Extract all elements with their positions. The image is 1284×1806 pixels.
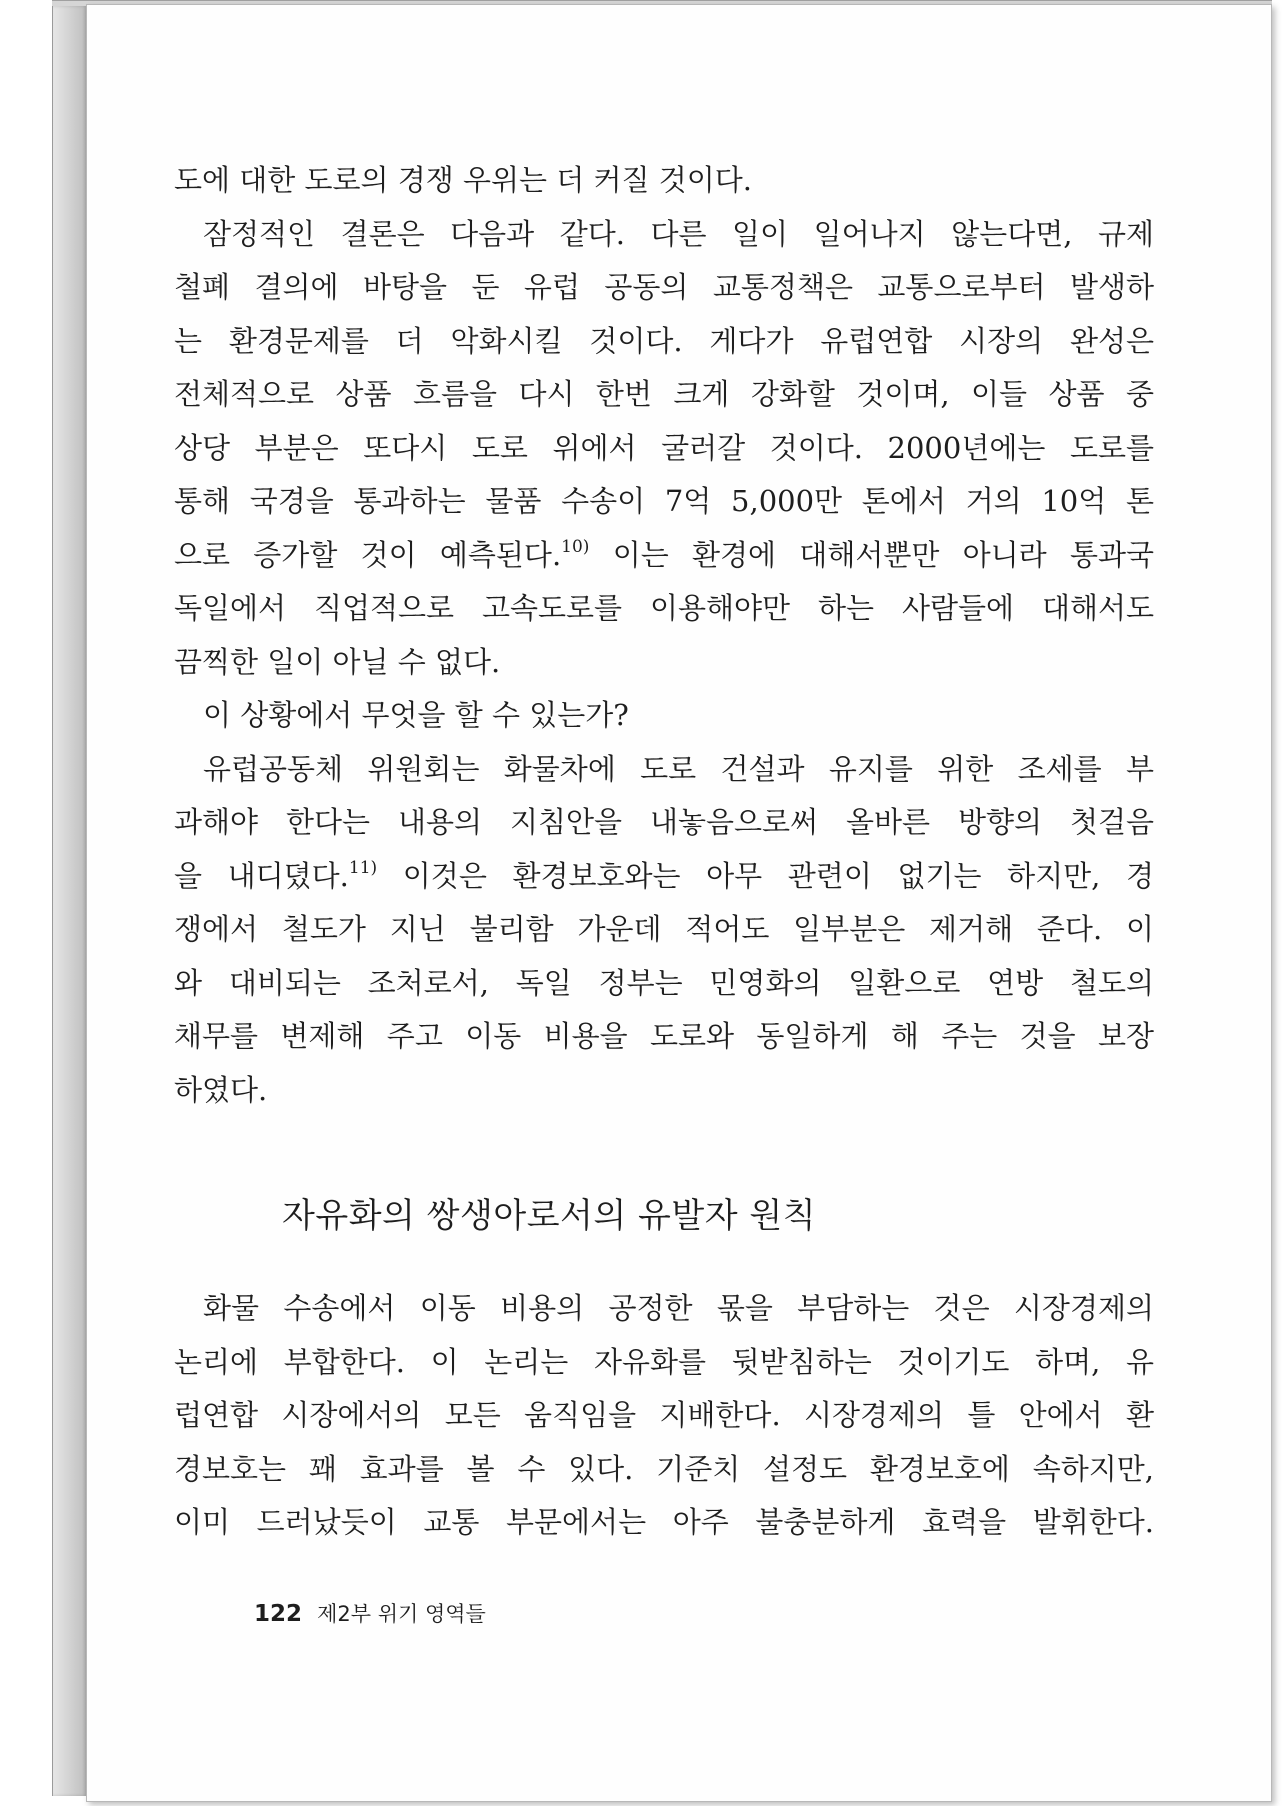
paragraph	[174, 1282, 1154, 1550]
line-text: 화물 수송에서 이동 비용의 공정한 몫을 부담하는 것은 시장경제의	[203, 1291, 1154, 1325]
text-line	[174, 1389, 1154, 1443]
text-line	[174, 475, 1154, 529]
body-text-bottom	[174, 1282, 1154, 1550]
text-line	[174, 368, 1154, 422]
line-text: 통해 국경을 통과하는 물품 수송이 7억 5,000만 톤에서 거의 10억 톤	[174, 484, 1154, 518]
line-text: 와 대비되는 조처로서, 독일 정부는 민영화의 일환으로 연방 철도의	[174, 965, 1154, 1000]
line-text-after-footnote: 이것은 환경보호와는 아무 관련이 없기는 하지만, 경	[377, 858, 1154, 893]
line-text: 과해야 한다는 내용의 지침안을 내놓음으로써 올바른 방향의 첫걸음	[174, 805, 1154, 839]
line-text: 이 상황에서 무엇을 할 수 있는가?	[203, 698, 629, 732]
text-line	[174, 636, 1154, 690]
line-text: 철폐 결의에 바탕을 둔 유럽 공동의 교통정책은 교통으로부터 발생하	[174, 270, 1154, 304]
text-line	[174, 154, 1154, 208]
paragraph	[174, 154, 1154, 208]
paragraph	[174, 689, 1154, 743]
text-line	[174, 1064, 1154, 1118]
line-text: 쟁에서 철도가 지닌 불리함 가운데 적어도 일부분은 제거해 준다. 이	[174, 912, 1154, 946]
page-number: 122	[254, 1601, 303, 1627]
line-text: 도에 대한 도로의 경쟁 우위는 더 커질 것이다.	[174, 163, 752, 197]
text-line	[174, 529, 1154, 583]
line-text: 유럽공동체 위원회는 화물차에 도로 건설과 유지를 위한 조세를 부	[203, 751, 1154, 786]
text-line	[174, 796, 1154, 850]
text-line	[174, 850, 1154, 904]
line-text: 이미 드러났듯이 교통 부문에서는 아주 불충분하게 효력을 발휘한다.	[174, 1505, 1154, 1539]
line-text: 는 환경문제를 더 악화시킬 것이다. 게다가 유럽연합 시장의 완성은	[174, 323, 1154, 358]
text-line	[174, 689, 1154, 743]
line-text: 하였다.	[174, 1072, 268, 1107]
page-footer	[254, 1598, 486, 1628]
text-line	[174, 1010, 1154, 1064]
line-text: 전체적으로 상품 흐름을 다시 한번 크게 강화할 것이며, 이들 상품 중	[174, 377, 1154, 411]
text-line	[174, 422, 1154, 476]
body-text-top	[174, 154, 1154, 1117]
line-text: 경보호는 꽤 효과를 볼 수 있다. 기준치 설정도 환경보호에 속하지만,	[174, 1451, 1154, 1486]
line-text: 잠정적인 결론은 다음과 같다. 다른 일이 일어나지 않는다면, 규제	[203, 216, 1154, 251]
line-text: 상당 부분은 또다시 도로 위에서 굴러갈 것이다. 2000년에는 도로를	[174, 430, 1154, 465]
book-spine	[52, 6, 87, 1796]
line-text-after-footnote: 이는 환경에 대해서뿐만 아니라 통과국	[589, 537, 1154, 572]
line-text: 끔찍한 일이 아닐 수 없다.	[174, 644, 501, 679]
text-line	[174, 957, 1154, 1011]
text-line	[174, 261, 1154, 315]
text-line	[174, 1336, 1154, 1390]
line-text: 독일에서 직업적으로 고속도로를 이용해야만 하는 사람들에 대해서도	[174, 591, 1154, 625]
paragraph	[174, 743, 1154, 1118]
line-text: 으로 증가할 것이 예측된다.	[174, 537, 562, 572]
text-line	[174, 582, 1154, 636]
text-line	[174, 208, 1154, 262]
line-text: 럽연합 시장에서의 모든 움직임을 지배한다. 시장경제의 틀 안에서 환	[174, 1398, 1154, 1432]
text-line	[174, 903, 1154, 957]
section-heading: 자유화의 쌍생아로서의 유발자 원칙	[282, 1196, 817, 1236]
text-line	[174, 743, 1154, 797]
line-text: 을 내디뎠다.	[174, 858, 349, 893]
line-text: 채무를 변제해 주고 이동 비용을 도로와 동일하게 해 주는 것을 보장	[174, 1019, 1154, 1053]
text-line	[174, 315, 1154, 369]
text-line	[174, 1282, 1154, 1336]
footnote-marker: 10)	[561, 536, 590, 557]
footnote-marker: 11)	[348, 857, 378, 878]
text-line	[174, 1443, 1154, 1497]
text-line	[174, 1496, 1154, 1550]
line-text: 논리에 부합한다. 이 논리는 자유화를 뒷받침하는 것이기도 하며, 유	[174, 1344, 1154, 1379]
paragraph	[174, 208, 1154, 690]
running-title: 제2부 위기 영역들	[317, 1602, 486, 1626]
